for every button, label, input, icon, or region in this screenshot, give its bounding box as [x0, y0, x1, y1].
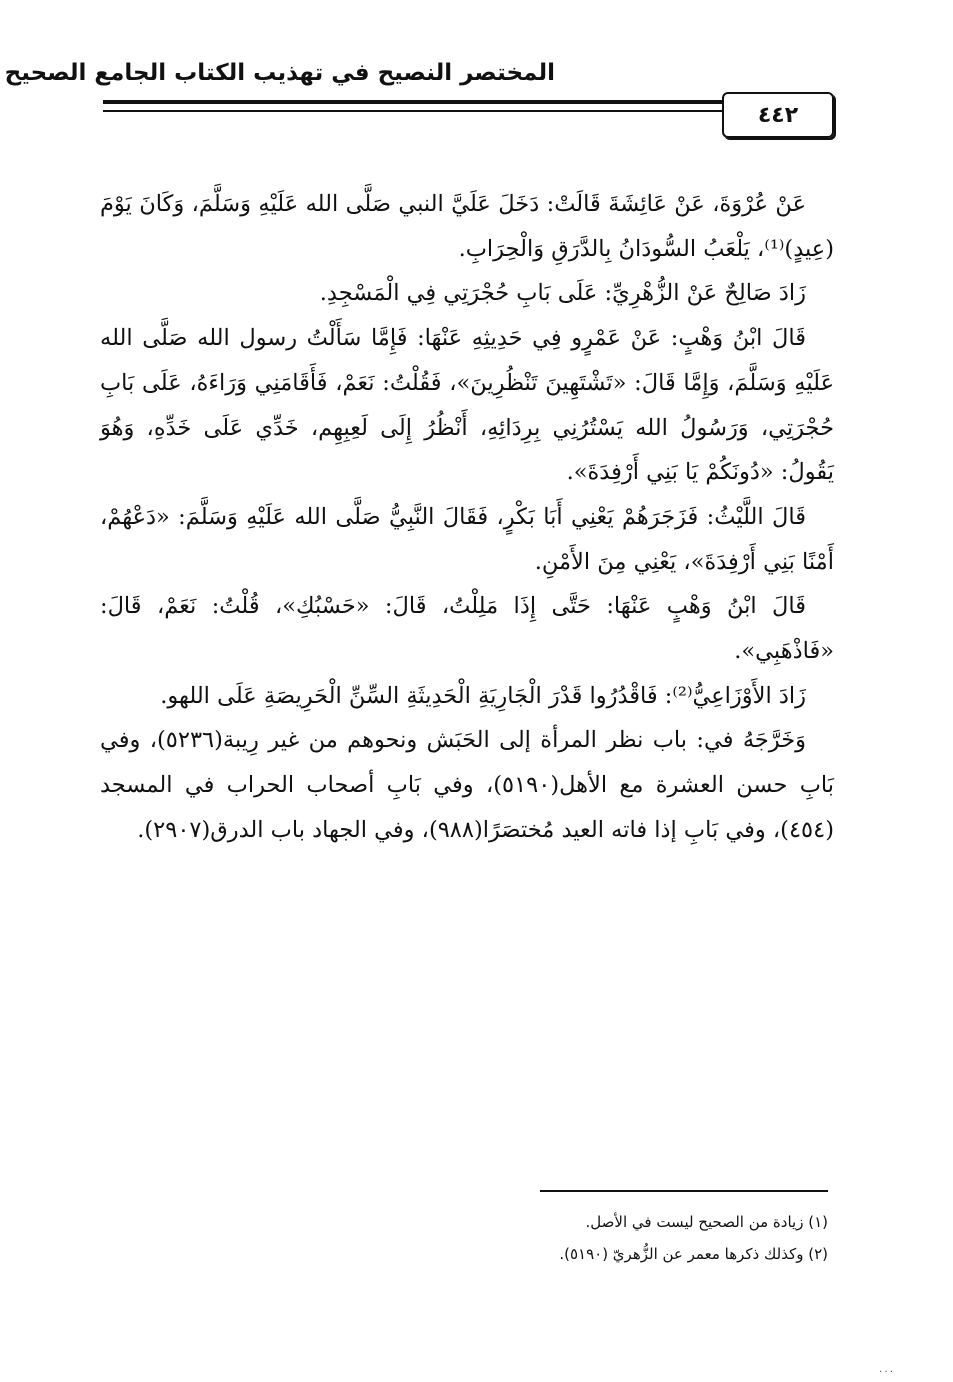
header-rule-thin — [103, 110, 723, 112]
page-number: ٤٤٢ — [722, 92, 834, 138]
paragraph-salih-addition: زَادَ صَالِحٌ عَنْ الزُّهْرِيِّ: عَلَى بَابِ حُجْرَتِي فِي الْمَسْجِدِ. — [319, 280, 806, 307]
footnotes — [368, 1206, 828, 1270]
paragraph-ibn-wahb: قَالَ ابْنُ وَهْبٍ: عَنْ عَمْرٍو فِي حَدِيثِهِ عَنْهَا: فَإِمَّا سَأَلْتُ رسول الله صَلَّى الله عَلَيْهِ وَسَلَّمَ، وَإِمَّا قَالَ: «تَشْتَهِينَ تَنْظُرِينَ»، فَقُلْتُ: نَعَمْ، فَأَقَامَنِي وَرَاءَهُ، عَلَى بَابِ حُجْرَتِي، وَرَسُولُ الله يَسْتُرُنِي بِرِدَائِهِ، أَنْظُرُ إِلَى لَعِبِهِم، خَدِّي عَلَى خَدِّهِ، وَهُوَ يَقُولُ: «دُونَكُمْ يَا بَنِي أَرْفِدَةَ». — [100, 325, 834, 486]
footnote-1: (١) زيادة من الصحيح ليست في الأصل. — [585, 1213, 828, 1231]
running-title: المختصر النصيح في تهذيب الكتاب الجامع الصحيح — [4, 60, 555, 86]
paragraph-ibn-wahb-2: قَالَ ابْنُ وَهْبٍ عَنْهَا: حَتَّى إِذَا مَلِلْتُ، قَالَ: «حَسْبُكِ»، قُلْتُ: نَعَمْ، قَالَ: «فَاذْهَبِي». — [100, 593, 834, 665]
corner-mark: ٠٠٠ — [878, 1366, 895, 1377]
paragraph-al-layth: قَالَ اللَّيْثُ: فَزَجَرَهُمْ يَعْنِي أَبَا بَكْرٍ، فَقَالَ النَّبِيُّ صَلَّى الله عَلَيْهِ وَسَلَّمَ: «دَعْهُمْ، أَمْنًا بَنِي أَرْفِدَةَ»، يَعْنِي مِنَ الأَمْنِ. — [100, 503, 834, 575]
paragraph-hadith: عَنْ عُرْوَةَ، عَنْ عَائِشَةَ قَالَتْ: دَخَلَ عَلَيَّ النبي صَلَّى الله عَلَيْهِ وَسَلَّمَ، وَكَانَ يَوْمَ (عِيدٍ)⁽¹⁾، يَلْعَبُ السُّودَانُ بِالدَّرَقِ وَالْحِرَابِ. — [100, 191, 834, 262]
paragraph-awzai-addition: زَادَ الأَوْزَاعِيُّ⁽²⁾: فَاقْدُرُوا قَدْرَ الْجَارِيَةِ الْحَدِيثَةِ السِّنِّ الْحَرِيصَةِ عَلَى اللهو. — [160, 682, 806, 709]
footnote-separator — [540, 1190, 828, 1192]
paragraph-takhrij: وَخَرَّجَهُ في: باب نظر المرأة إلى الحَبَش ونحوهم من غير رِيبة(٥٢٣٦)، وفي بَابِ حسن العشرة مع الأهل(٥١٩٠)، وفي بَابِ أصحاب الحراب في المسجد (٤٥٤)، وفي بَابِ إذا فاته العيد مُختصَرًا(٩٨٨)، وفي الجهاد باب الدرق(٢٩٠٧). — [100, 727, 834, 843]
footnote-2: (٢) وكذلك ذكرها معمر عن الزُّهريّ (٥١٩٠). — [559, 1245, 828, 1263]
main-text — [100, 182, 834, 853]
header-rule-thick — [103, 100, 723, 104]
